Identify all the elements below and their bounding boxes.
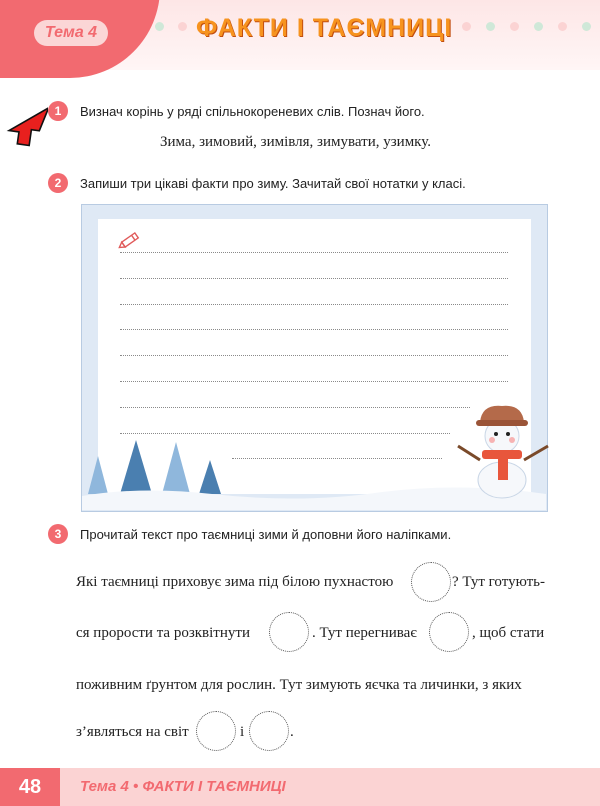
- decor-dot: [558, 22, 567, 31]
- writing-line[interactable]: [120, 278, 508, 279]
- sticker-slot[interactable]: [196, 711, 236, 751]
- task-number-3: 3: [48, 524, 68, 544]
- writing-line[interactable]: [120, 329, 508, 330]
- writing-line[interactable]: [120, 433, 450, 434]
- decor-dot: [486, 22, 495, 31]
- text-line-1b: ? Тут готують-: [452, 574, 545, 590]
- snowman-illustration: [452, 402, 556, 500]
- task-number-2: 2: [48, 173, 68, 193]
- sticker-slot[interactable]: [269, 612, 309, 652]
- writing-line[interactable]: [120, 355, 508, 356]
- text-line-4b: і: [240, 724, 245, 740]
- pencil-icon: [116, 228, 144, 252]
- page-title: ФАКТИ І ТАЄМНИЦІ: [196, 14, 453, 42]
- task3-instruction: Прочитай текст про таємниці зими й доповни його наліпками.: [80, 527, 452, 542]
- decor-dot: [534, 22, 543, 31]
- topic-badge: Тема 4: [34, 20, 108, 46]
- decor-dot: [462, 22, 471, 31]
- decor-dot: [582, 22, 591, 31]
- decor-dot: [178, 22, 187, 31]
- text-line-2a: ся прорости та розквітнути: [76, 625, 250, 641]
- writing-line[interactable]: [120, 304, 508, 305]
- sticker-slot[interactable]: [429, 612, 469, 652]
- decor-dot: [510, 22, 519, 31]
- sticker-slot[interactable]: [249, 711, 289, 751]
- text-line-4a: з’являться на світ: [76, 724, 189, 740]
- writing-line[interactable]: [232, 458, 442, 459]
- text-line-3: поживним ґрунтом для рослин. Тут зимують яєчка та личинки, з яких: [76, 677, 522, 693]
- running-title: Тема 4 • ФАКТИ І ТАЄМНИЦІ: [80, 778, 286, 795]
- writing-line[interactable]: [120, 381, 508, 382]
- sticker-slot[interactable]: [411, 562, 451, 602]
- text-line-2c: , щоб стати: [472, 625, 545, 641]
- task-number-1: 1: [48, 101, 68, 121]
- page-number: 48: [0, 768, 60, 806]
- writing-line[interactable]: [120, 407, 470, 408]
- text-line-4c: .: [290, 724, 294, 740]
- writing-line[interactable]: [120, 252, 508, 253]
- text-line-1a: Які таємниці приховує зима під білою пухнастою: [76, 574, 394, 590]
- task2-instruction: Запиши три цікаві факти про зиму. Зачитай свої нотатки у класі.: [80, 176, 466, 191]
- task1-instruction: Визнач корінь у ряді спільнокореневих слів. Познач його.: [80, 104, 425, 119]
- text-line-2b: . Тут перегниває: [312, 625, 417, 641]
- decor-dot: [155, 22, 164, 31]
- task1-words: Зима, зимовий, зимівля, зимувати, узимку.: [160, 134, 432, 150]
- red-arrow-icon: [6, 103, 48, 147]
